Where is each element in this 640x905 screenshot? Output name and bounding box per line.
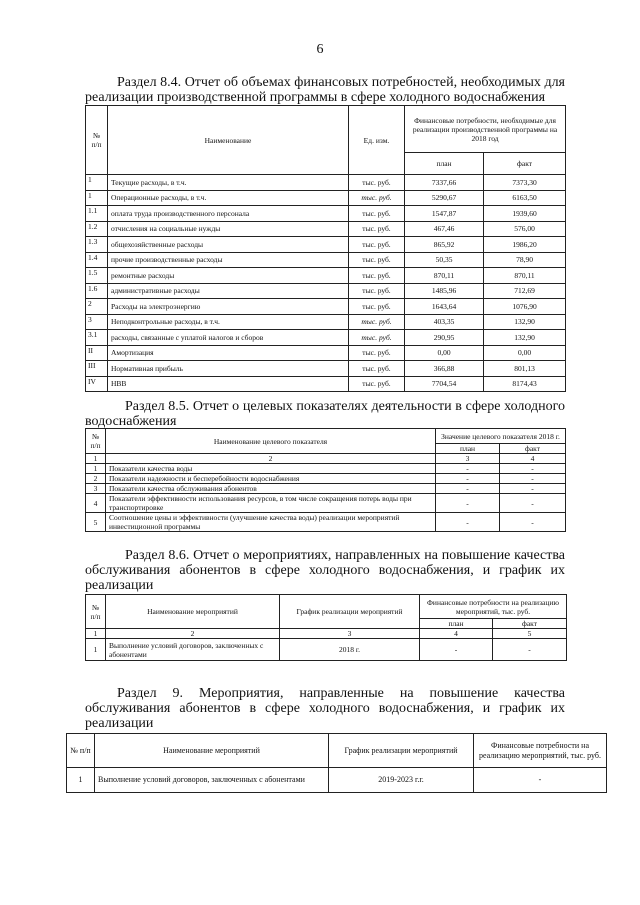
row-schedule: 2018 г. <box>280 639 420 661</box>
row-fact: - <box>500 494 566 513</box>
row-name: Неподконтрольные расходы, в т.ч. <box>108 314 349 330</box>
table-row <box>86 484 566 494</box>
col-plan-header: план <box>405 153 484 175</box>
col-num-header: № п/п <box>86 429 106 454</box>
row-fact: 132,90 <box>484 314 566 330</box>
row-number: 3 <box>86 314 108 330</box>
row-plan: - <box>436 484 500 494</box>
col-unit-header: Ед. изм. <box>349 106 405 175</box>
row-name: Выполнение условий договоров, заключенных с абонентами <box>106 639 280 661</box>
table-row <box>67 768 607 793</box>
row-name: НВВ <box>108 376 349 392</box>
row-plan: 5290,67 <box>405 190 484 206</box>
col-fin-header: Финансовые потребности, необходимые для реализации производственной программы на 2018 год <box>405 106 566 153</box>
index-cell: 4 <box>420 629 493 639</box>
row-fact: 7373,30 <box>484 175 566 191</box>
row-number: II <box>86 345 108 361</box>
section-9-table <box>66 733 607 793</box>
col-plan-header: план <box>436 444 500 454</box>
row-name: Текущие расходы, в т.ч. <box>108 175 349 191</box>
row-fact: 576,00 <box>484 221 566 237</box>
section-9-heading: Раздел 9. Мероприятия, направленные на повышение качества обслуживания абонентов в сфере холодного водоснабжения, и график их реализации <box>85 686 565 731</box>
table-row <box>86 237 566 253</box>
row-name: прочие производственные расходы <box>108 252 349 268</box>
row-plan: - <box>436 494 500 513</box>
row-number: 5 <box>86 513 106 532</box>
row-fact: 1076,90 <box>484 299 566 315</box>
row-name: Нормативная прибыль <box>108 361 349 377</box>
row-number: 1.5 <box>86 268 108 284</box>
col-value-header: Значение целевого показателя 2018 г. <box>436 429 566 444</box>
row-plan: - <box>436 464 500 474</box>
row-name: Расходы на электроэнергию <box>108 299 349 315</box>
col-fin-header: Финансовые потребности на реализацию мероприятий, тыс. руб. <box>474 734 607 768</box>
row-unit: тыс. руб. <box>349 252 405 268</box>
row-plan: 290,95 <box>405 330 484 346</box>
section-9-rows <box>67 768 607 793</box>
row-number: 2 <box>86 474 106 484</box>
row-plan: - <box>436 513 500 532</box>
table-row <box>86 474 566 484</box>
row-plan: 1547,87 <box>405 206 484 222</box>
table-row <box>86 190 566 206</box>
col-num-header: № п/п <box>86 595 106 629</box>
row-name: Соотношение цены и эффективности (улучшение качества воды) реализации мероприятий инвестиционной программы <box>106 513 436 532</box>
row-number: 2 <box>86 299 108 315</box>
row-number: 1.1 <box>86 206 108 222</box>
row-plan: 7704,54 <box>405 376 484 392</box>
row-name: общехозяйственные расходы <box>108 237 349 253</box>
row-number: III <box>86 361 108 377</box>
col-fact-header: факт <box>500 444 566 454</box>
col-name-header: Наименование <box>108 106 349 175</box>
table-row <box>86 175 566 191</box>
row-fact: 132,90 <box>484 330 566 346</box>
row-fact: 870,11 <box>484 268 566 284</box>
table-row <box>86 330 566 346</box>
row-number: 4 <box>86 494 106 513</box>
table-row <box>86 206 566 222</box>
row-plan: - <box>436 474 500 484</box>
table-row <box>86 283 566 299</box>
row-name: Показатели качества обслуживания абонентов <box>106 484 436 494</box>
row-plan: 865,92 <box>405 237 484 253</box>
col-fin-header: Финансовые потребности на реализацию мероприятий, тыс. руб. <box>420 595 567 619</box>
col-schedule-header: График реализации мероприятий <box>329 734 474 768</box>
index-cell: 5 <box>493 629 567 639</box>
row-fact: 0,00 <box>484 345 566 361</box>
row-number: 1 <box>86 175 108 191</box>
row-number: 1 <box>86 464 106 474</box>
index-cell: 2 <box>106 454 436 464</box>
table-row <box>86 361 566 377</box>
section-8-5-heading: Раздел 8.5. Отчет о целевых показателях деятельности в сфере холодного водоснабжения <box>85 399 565 429</box>
row-name: расходы, связанные с уплатой налогов и сборов <box>108 330 349 346</box>
row-unit: тыс. руб. <box>349 206 405 222</box>
table-row <box>86 494 566 513</box>
row-fact: 8174,43 <box>484 376 566 392</box>
row-number: 1.3 <box>86 237 108 253</box>
row-fin: - <box>474 768 607 793</box>
col-schedule-header: График реализации мероприятий <box>280 595 420 629</box>
row-fact: - <box>500 474 566 484</box>
col-fact-header: факт <box>484 153 566 175</box>
section-8-5-table <box>85 428 566 532</box>
row-number: 1.6 <box>86 283 108 299</box>
table-row <box>86 639 567 661</box>
row-fact: - <box>500 464 566 474</box>
section-8-4-table <box>85 105 566 392</box>
row-fact: 6163,50 <box>484 190 566 206</box>
row-unit: тыс. руб. <box>349 299 405 315</box>
table-row <box>86 513 566 532</box>
row-plan: 1643,64 <box>405 299 484 315</box>
row-number: 1.4 <box>86 252 108 268</box>
row-unit: тыс. руб. <box>349 268 405 284</box>
index-cell: 3 <box>280 629 420 639</box>
row-plan: 50,35 <box>405 252 484 268</box>
row-name: Амортизация <box>108 345 349 361</box>
row-plan: 870,11 <box>405 268 484 284</box>
row-fact: 1939,60 <box>484 206 566 222</box>
row-unit: тыс. руб. <box>349 237 405 253</box>
row-name: Показатели эффективности использования ресурсов, в том числе сокращения потерь воды при транспортировке <box>106 494 436 513</box>
row-schedule: 2019-2023 г.г. <box>329 768 474 793</box>
col-plan-header: план <box>420 619 493 629</box>
col-num-header: № п/п <box>86 106 108 175</box>
section-8-4-heading: Раздел 8.4. Отчет об объемах финансовых потребностей, необходимых для реализации производственной программы в сфере холодного водоснабжения <box>85 75 565 105</box>
row-name: Операционные расходы, в т.ч. <box>108 190 349 206</box>
row-unit: тыс. руб. <box>349 330 405 346</box>
row-number: 3 <box>86 484 106 494</box>
section-8-4-rows <box>86 175 566 392</box>
col-name-header: Наименование мероприятий <box>106 595 280 629</box>
row-plan: 366,88 <box>405 361 484 377</box>
col-name-header: Наименование мероприятий <box>95 734 329 768</box>
page-number: 6 <box>316 42 324 57</box>
row-fact: - <box>493 639 567 661</box>
table-row <box>86 376 566 392</box>
row-unit: тыс. руб. <box>349 314 405 330</box>
row-fact: 78,90 <box>484 252 566 268</box>
index-cell: 1 <box>86 454 106 464</box>
row-number: IV <box>86 376 108 392</box>
row-unit: тыс. руб. <box>349 221 405 237</box>
section-8-5-rows <box>86 464 566 532</box>
section-8-6-table <box>85 594 567 661</box>
row-unit: тыс. руб. <box>349 361 405 377</box>
table-row <box>86 464 566 474</box>
row-plan: - <box>420 639 493 661</box>
row-number: 1 <box>86 190 108 206</box>
table-row <box>86 314 566 330</box>
row-plan: 403,35 <box>405 314 484 330</box>
row-name: Показатели надежности и бесперебойности водоснабжения <box>106 474 436 484</box>
col-fact-header: факт <box>493 619 567 629</box>
row-plan: 7337,66 <box>405 175 484 191</box>
index-cell: 3 <box>436 454 500 464</box>
table-row <box>86 268 566 284</box>
row-plan: 1485,96 <box>405 283 484 299</box>
row-number: 1.2 <box>86 221 108 237</box>
col-name-header: Наименование целевого показателя <box>106 429 436 454</box>
row-number: 1 <box>67 768 95 793</box>
row-plan: 0,00 <box>405 345 484 361</box>
row-plan: 467,46 <box>405 221 484 237</box>
table-row <box>86 345 566 361</box>
index-cell: 2 <box>106 629 280 639</box>
row-fact: 1986,20 <box>484 237 566 253</box>
row-name: Показатели качества воды <box>106 464 436 474</box>
row-fact: 801,13 <box>484 361 566 377</box>
row-unit: тыс. руб. <box>349 283 405 299</box>
row-name: Выполнение условий договоров, заключенных с абонентами <box>95 768 329 793</box>
table-row <box>86 299 566 315</box>
section-8-6-rows <box>86 639 567 661</box>
index-cell: 4 <box>500 454 566 464</box>
row-name: ремонтные расходы <box>108 268 349 284</box>
row-name: административные расходы <box>108 283 349 299</box>
row-fact: 712,69 <box>484 283 566 299</box>
row-name: оплата труда производственного персонала <box>108 206 349 222</box>
row-unit: тыс. руб. <box>349 175 405 191</box>
table-row <box>86 252 566 268</box>
row-number: 3.1 <box>86 330 108 346</box>
section-8-6-heading: Раздел 8.6. Отчет о мероприятиях, направленных на повышение качества обслуживания абонентов в сфере холодного водоснабжения, и график их реализации <box>85 548 565 593</box>
table-row <box>86 221 566 237</box>
index-cell: 1 <box>86 629 106 639</box>
row-fact: - <box>500 513 566 532</box>
row-name: отчисления на социальные нужды <box>108 221 349 237</box>
row-number: 1 <box>86 639 106 661</box>
row-unit: тыс. руб. <box>349 376 405 392</box>
row-unit: тыс. руб. <box>349 190 405 206</box>
row-unit: тыс. руб. <box>349 345 405 361</box>
row-fact: - <box>500 484 566 494</box>
col-num-header: № п/п <box>67 734 95 768</box>
